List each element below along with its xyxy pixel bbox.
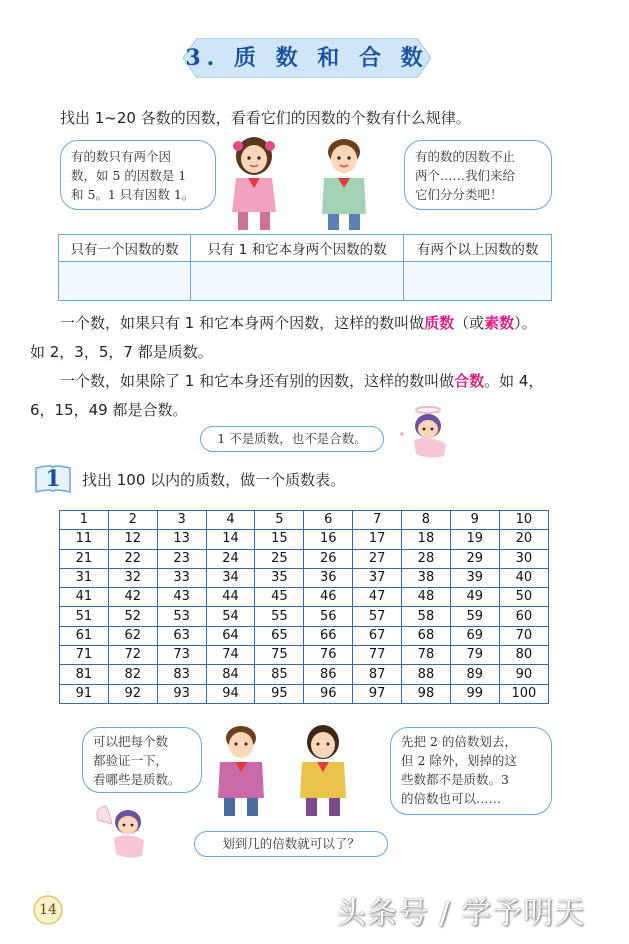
boy-thinking-illustration — [210, 722, 272, 818]
grid-cell: 79 — [450, 646, 499, 665]
bubble-line: 它们分分类吧！ — [415, 187, 503, 202]
grid-row — [60, 607, 549, 626]
grid-cell: 58 — [402, 607, 451, 626]
grid-cell: 68 — [402, 626, 451, 645]
composite-definition-line1 — [60, 371, 543, 391]
girl-pointing-illustration — [292, 722, 354, 818]
definition-text: 一个数，如果除了 1 和它本身还有别的因数，这样的数叫做 — [60, 372, 455, 390]
grid-cell: 50 — [499, 588, 548, 607]
table-cell — [404, 262, 552, 301]
table-cell — [190, 262, 403, 301]
grid-cell: 67 — [353, 626, 402, 645]
grid-cell: 88 — [402, 665, 451, 684]
grid-cell: 76 — [304, 646, 353, 665]
grid-cell: 96 — [304, 684, 353, 703]
term-prime: 质数 — [424, 314, 455, 332]
grid-cell: 47 — [353, 588, 402, 607]
bubble-line: 和 5。1 只有因数 1。 — [71, 187, 195, 202]
grid-cell: 74 — [206, 646, 255, 665]
grid-cell: 97 — [353, 684, 402, 703]
grid-cell: 73 — [157, 646, 206, 665]
grid-cell: 55 — [255, 607, 304, 626]
grid-cell: 34 — [206, 568, 255, 587]
bubble-line: 先把 2 的倍数划去， — [401, 734, 517, 749]
grid-row — [60, 568, 549, 587]
bubble-line: 两个……我们来给 — [415, 168, 516, 183]
grid-cell: 78 — [402, 646, 451, 665]
grid-cell: 27 — [353, 549, 402, 568]
table-header-cell: 有两个以上因数的数 — [404, 235, 552, 262]
prime-definition-line2: 如 2，3，5，7 都是质数。 — [30, 343, 213, 361]
grid-cell: 59 — [450, 607, 499, 626]
grid-cell: 83 — [157, 665, 206, 684]
bubble-line: 都验证一下， — [93, 753, 169, 768]
grid-row — [60, 549, 549, 568]
grid-cell: 45 — [255, 588, 304, 607]
grid-cell: 24 — [206, 549, 255, 568]
grid-cell: 92 — [108, 684, 157, 703]
grid-cell: 52 — [108, 607, 157, 626]
grid-cell: 13 — [157, 530, 206, 549]
grid-cell: 87 — [353, 665, 402, 684]
grid-cell: 36 — [304, 568, 353, 587]
grid-cell: 12 — [108, 530, 157, 549]
grid-cell: 16 — [304, 530, 353, 549]
grid-cell: 94 — [206, 684, 255, 703]
speech-bubble-bottom-right — [390, 727, 552, 815]
grid-cell: 17 — [353, 530, 402, 549]
composite-definition-line2: 6，15，49 都是合数。 — [30, 401, 188, 419]
page-title: 3. 质 数 和 合 数 — [185, 45, 429, 71]
bubble-line: 有的数的因数不止 — [415, 149, 516, 164]
grid-cell: 70 — [499, 626, 548, 645]
grid-cell: 75 — [255, 646, 304, 665]
watermark-text: 头条号 / 学予明天 — [336, 896, 586, 931]
grid-cell: 15 — [255, 530, 304, 549]
grid-cell: 66 — [304, 626, 353, 645]
grid-cell: 91 — [60, 684, 109, 703]
grid-cell: 19 — [450, 530, 499, 549]
grid-cell: 90 — [499, 665, 548, 684]
grid-cell: 65 — [255, 626, 304, 645]
grid-cell: 39 — [450, 568, 499, 587]
term-composite: 合数 — [454, 372, 485, 390]
grid-cell: 93 — [157, 684, 206, 703]
grid-cell: 64 — [206, 626, 255, 645]
page-number: 14 — [39, 902, 57, 918]
boy-illustration — [312, 134, 376, 232]
title-banner — [183, 38, 431, 78]
grid-cell: 41 — [60, 588, 109, 607]
grid-cell: 30 — [499, 549, 548, 568]
table-cell — [59, 262, 191, 301]
question-number: 1 — [45, 466, 61, 492]
speech-bubble-bottom-left — [82, 727, 202, 793]
grid-cell: 31 — [60, 568, 109, 587]
grid-row — [60, 646, 549, 665]
grid-cell: 63 — [157, 626, 206, 645]
grid-cell: 51 — [60, 607, 109, 626]
grid-cell: 11 — [60, 530, 109, 549]
question-text: 找出 100 以内的质数，做一个质数表。 — [82, 471, 346, 489]
grid-cell: 46 — [304, 588, 353, 607]
grid-cell: 60 — [499, 607, 548, 626]
grid-cell: 18 — [402, 530, 451, 549]
table-header-cell: 只有 1 和它本身两个因数的数 — [190, 235, 403, 262]
grid-cell: 80 — [499, 646, 548, 665]
grid-row — [60, 684, 549, 703]
grid-cell: 28 — [402, 549, 451, 568]
table-header-cell: 只有一个因数的数 — [59, 235, 191, 262]
grid-cell: 95 — [255, 684, 304, 703]
bubble-line: 但 2 除外，划掉的这 — [401, 753, 517, 768]
cupid-illustration — [92, 800, 160, 864]
factor-classification-table — [58, 234, 552, 301]
bubble-line: 些数都不是质数。3 — [401, 772, 509, 787]
grid-cell: 89 — [450, 665, 499, 684]
grid-cell: 29 — [450, 549, 499, 568]
grid-row — [60, 511, 549, 530]
grid-cell: 37 — [353, 568, 402, 587]
grid-cell: 82 — [108, 665, 157, 684]
bubble-line: 的倍数也可以…… — [401, 791, 502, 806]
definition-text: 。如 4， — [484, 372, 544, 390]
grid-cell: 100 — [499, 684, 548, 703]
grid-cell: 23 — [157, 549, 206, 568]
grid-cell: 35 — [255, 568, 304, 587]
grid-row — [60, 588, 549, 607]
definition-text: 一个数，如果只有 1 和它本身两个因数，这样的数叫做 — [60, 314, 425, 332]
grid-cell: 61 — [60, 626, 109, 645]
speech-bubble-bottom-center: 划到几的倍数就可以了？ — [194, 831, 388, 857]
grid-cell: 77 — [353, 646, 402, 665]
grid-row — [60, 665, 549, 684]
grid-cell: 49 — [450, 588, 499, 607]
grid-cell: 85 — [255, 665, 304, 684]
grid-cell: 6 — [304, 511, 353, 530]
grid-cell: 25 — [255, 549, 304, 568]
grid-cell: 81 — [60, 665, 109, 684]
grid-cell: 72 — [108, 646, 157, 665]
grid-cell: 56 — [304, 607, 353, 626]
girl-illustration — [222, 134, 286, 232]
grid-cell: 69 — [450, 626, 499, 645]
grid-cell: 86 — [304, 665, 353, 684]
grid-cell: 43 — [157, 588, 206, 607]
grid-cell: 14 — [206, 530, 255, 549]
grid-cell: 40 — [499, 568, 548, 587]
grid-cell: 5 — [255, 511, 304, 530]
prime-definition-line1 — [60, 313, 537, 333]
grid-cell: 3 — [157, 511, 206, 530]
table-header-row — [59, 235, 552, 262]
grid-cell: 21 — [60, 549, 109, 568]
definition-text: ）。 — [514, 314, 537, 332]
grid-cell: 20 — [499, 530, 548, 549]
grid-cell: 22 — [108, 549, 157, 568]
grid-cell: 7 — [353, 511, 402, 530]
grid-cell: 48 — [402, 588, 451, 607]
grid-cell: 9 — [450, 511, 499, 530]
grid-cell: 8 — [402, 511, 451, 530]
speech-bubble-left — [60, 140, 216, 210]
speech-bubble-right — [404, 140, 552, 210]
bubble-line: 可以把每个数 — [93, 734, 169, 749]
bubble-line: 有的数只有两个因 — [71, 149, 172, 164]
grid-cell: 44 — [206, 588, 255, 607]
grid-cell: 38 — [402, 568, 451, 587]
definition-text: （或 — [454, 314, 485, 332]
grid-cell: 62 — [108, 626, 157, 645]
grid-cell: 32 — [108, 568, 157, 587]
grid-cell: 98 — [402, 684, 451, 703]
grid-cell: 71 — [60, 646, 109, 665]
grid-cell: 84 — [206, 665, 255, 684]
grid-cell: 42 — [108, 588, 157, 607]
grid-cell: 54 — [206, 607, 255, 626]
question-badge — [34, 464, 72, 494]
grid-cell: 53 — [157, 607, 206, 626]
grid-cell: 26 — [304, 549, 353, 568]
page-number-badge — [32, 894, 64, 926]
table-row — [59, 262, 552, 301]
angel-note-bubble: 1 不是质数，也不是合数。 — [200, 426, 384, 452]
grid-cell: 4 — [206, 511, 255, 530]
angel-illustration — [392, 404, 458, 464]
bubble-line: 数，如 5 的因数是 1 — [71, 168, 187, 183]
grid-cell: 1 — [60, 511, 109, 530]
grid-cell: 99 — [450, 684, 499, 703]
term-prime-alt: 素数 — [484, 314, 515, 332]
grid-cell: 33 — [157, 568, 206, 587]
intro-text: 找出 1~20 各数的因数，看看它们的因数的个数有什么规律。 — [60, 109, 471, 127]
hundred-number-grid — [59, 510, 549, 704]
grid-row — [60, 626, 549, 645]
grid-cell: 10 — [499, 511, 548, 530]
grid-cell: 57 — [353, 607, 402, 626]
bubble-line: 看哪些是质数。 — [93, 772, 181, 787]
grid-cell: 2 — [108, 511, 157, 530]
grid-row — [60, 530, 549, 549]
